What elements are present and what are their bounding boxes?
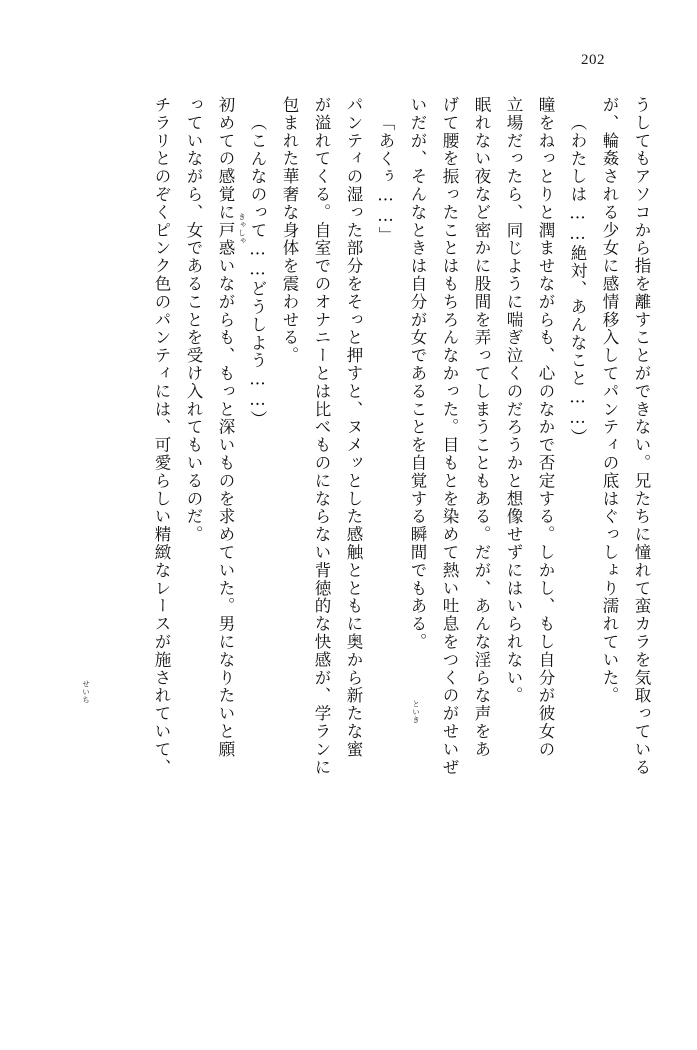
ruby-toiki: といき bbox=[411, 700, 421, 724]
text-line: っていながら、女であることを受け入れてもいるのだ。 bbox=[184, 96, 203, 544]
text-line: 初めての感覚に戸惑いながらも、もっと深いものを求めていた。男になりたいと願 bbox=[216, 96, 235, 759]
text-line: が、輪姦される少女に感情移入してパンティの底はぐっしょり濡れていた。 bbox=[600, 96, 619, 705]
text-line: が溢れてくる。自室でのオナニーとは比べものにならない背徳的な快感が、学ランに bbox=[312, 96, 331, 777]
text-line: （わたしは……絶対、あんなこと……） bbox=[568, 114, 587, 447]
ruby-kyasha: きゃしゃ bbox=[237, 213, 247, 245]
text-line: 包まれた華奢な身体を震わせる。 bbox=[280, 96, 299, 365]
text-line: うしてもアソコから指を離すことができない。兄たちに憧れて蛮カラを気取っている bbox=[632, 96, 651, 777]
text-line: 「あくぅ……」 bbox=[376, 114, 395, 245]
text-line: 瞳をねっとりと潤ませながらも、心のなかで否定する。しかし、もし自分が彼女の bbox=[536, 96, 555, 759]
page-text-body bbox=[48, 96, 649, 976]
text-line: （こんなのって……どうしよう……） bbox=[248, 114, 267, 429]
text-line: いだが、そんなときは自分が女であることを自覚する瞬間でもある。 bbox=[408, 96, 427, 651]
text-line: 眠れない夜など密かに股間を弄ってしまうこともある。だが、あんな淫らな声をあ bbox=[472, 96, 491, 759]
text-line: チラリとのぞくピンク色のパンティには、可愛らしい精緻なレースが施されていて、 bbox=[152, 96, 171, 777]
page-number: 202 bbox=[581, 52, 605, 68]
text-line: げて腰を振ったことはもちろんなかった。目もとを染めて熱い吐息をつくのがせいぜ bbox=[440, 96, 459, 777]
text-line: 立場だったら、同じように喘ぎ泣くのだろうかと想像せずにはいられない。 bbox=[504, 96, 523, 705]
ruby-seichi: せいち bbox=[81, 680, 91, 704]
text-line: パンティの湿った部分をそっと押すと、ヌメッとした感触とともに奥から新たな蜜 bbox=[344, 96, 363, 759]
